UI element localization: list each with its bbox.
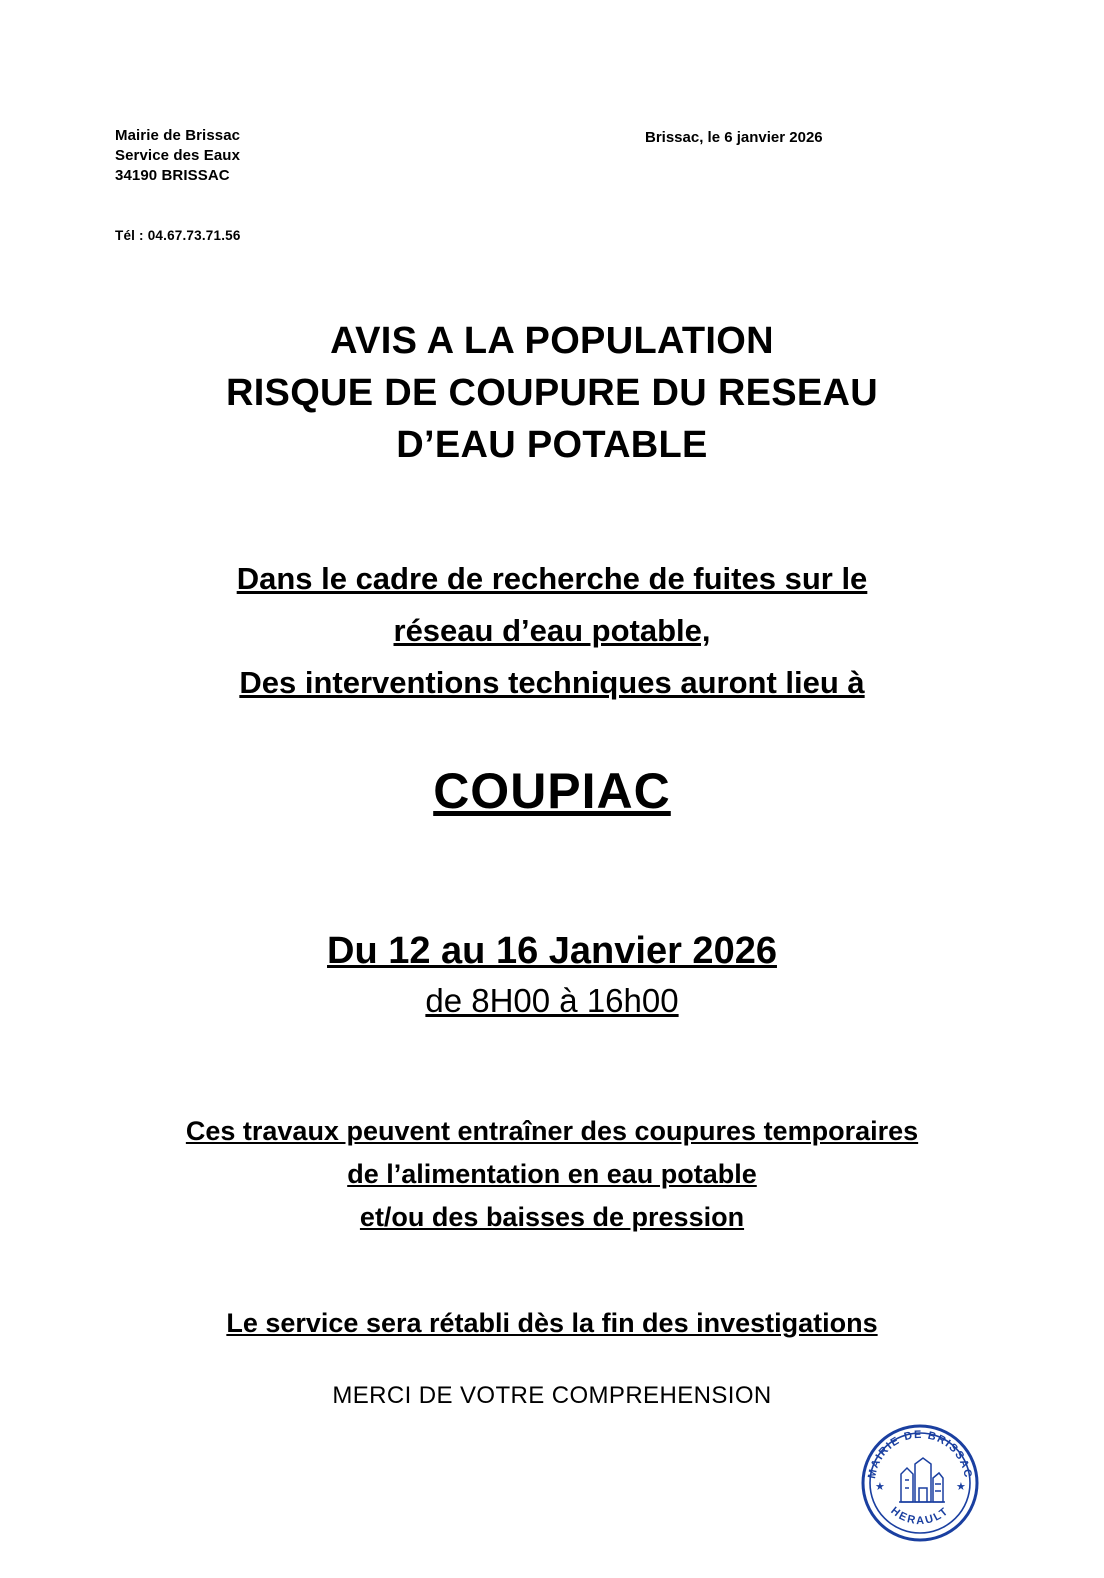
service-restore-text: Le service sera rétabli dès la fin des investigations <box>226 1308 878 1338</box>
svg-text:HERAULT: HERAULT <box>888 1504 952 1528</box>
sender-address <box>115 126 240 186</box>
document-date: Brissac, le 6 janvier 2026 <box>645 129 823 146</box>
consequences-line-3: et/ou des baisses de pression <box>359 1202 745 1232</box>
consequences-paragraph <box>0 1110 1104 1239</box>
thanks-note: MERCI DE VOTRE COMPREHENSION <box>332 1382 772 1409</box>
sender-line-2: Service des Eaux <box>115 147 241 164</box>
service-restore-notice <box>0 1308 1104 1339</box>
intro-line-1: Dans le cadre de recherche de fuites sur le <box>236 561 868 596</box>
affected-location-text: COUPIAC <box>433 763 671 819</box>
date-hours: de 8H00 à 16h00 <box>425 982 679 1019</box>
svg-text:★: ★ <box>956 1481 966 1493</box>
date-range: Du 12 au 16 Janvier 2026 <box>327 930 777 972</box>
sender-line-1: Mairie de Brissac <box>115 127 241 144</box>
sender-line-3: 34190 BRISSAC <box>115 167 230 184</box>
intro-line-2: réseau d’eau potable, <box>393 613 711 648</box>
intro-line-3: Des interventions techniques auront lieu à <box>239 665 865 700</box>
consequences-line-2: de l’alimentation en eau potable <box>347 1159 757 1189</box>
official-stamp <box>855 1418 985 1548</box>
intervention-dates <box>0 928 1104 1024</box>
sender-phone: Tél : 04.67.73.71.56 <box>115 228 241 243</box>
title-line-3: D’EAU POTABLE <box>396 424 708 466</box>
affected-location <box>0 762 1104 820</box>
consequences-line-1: Ces travaux peuvent entraîner des coupures temporaires <box>185 1116 919 1146</box>
document-header <box>115 126 995 243</box>
intro-paragraph <box>0 553 1104 709</box>
svg-text:MAIRIE DE BRISSAC: MAIRIE DE BRISSAC <box>866 1428 974 1480</box>
title-line-2: RISQUE DE COUPURE DU RESEAU <box>225 372 879 414</box>
page-title <box>0 315 1104 471</box>
svg-text:★: ★ <box>875 1481 885 1493</box>
title-line-1: AVIS A LA POPULATION <box>330 320 774 362</box>
